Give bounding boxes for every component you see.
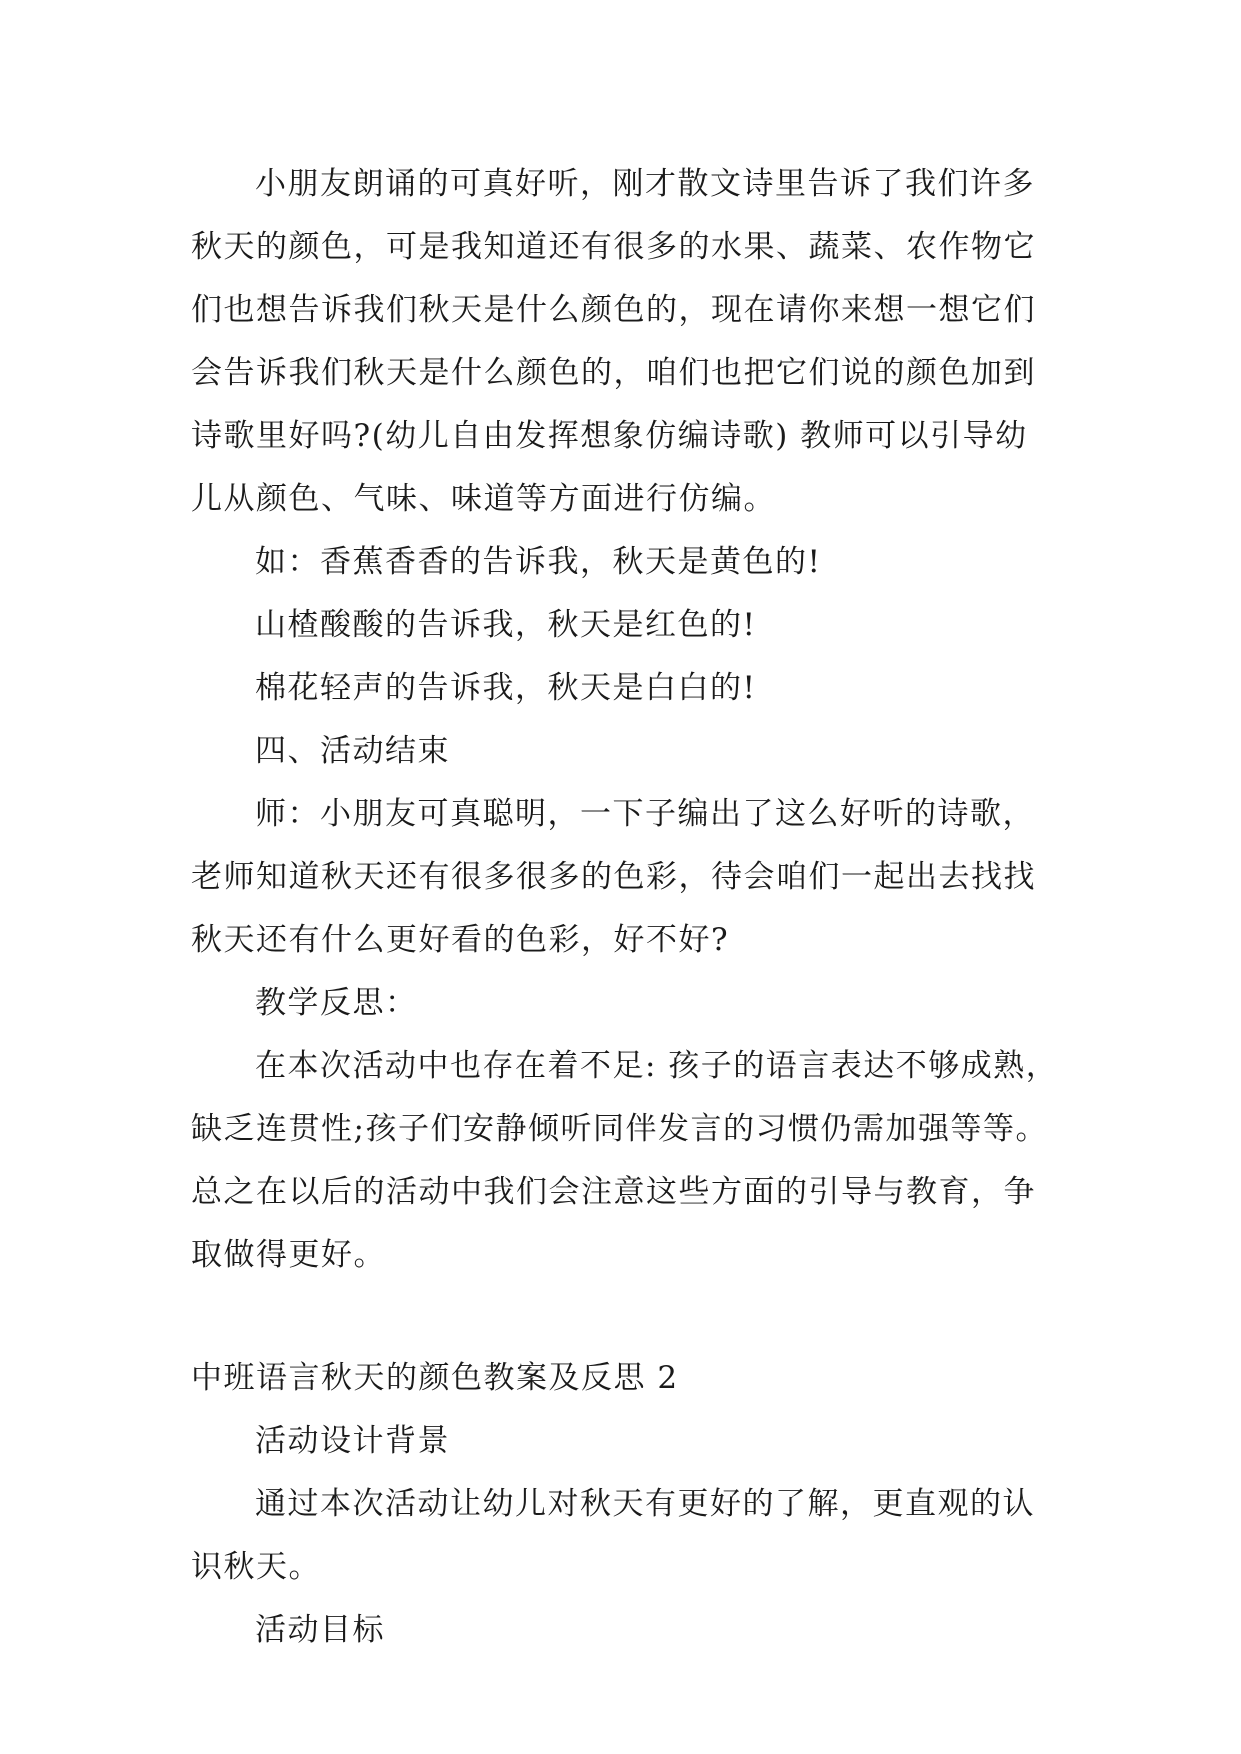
example-cotton: 棉花轻声的告诉我，秋天是白白的! — [255, 670, 757, 706]
text-line: 儿从颜色、气味、味道等方面进行仿编。 — [191, 481, 776, 517]
paragraph-reflection — [191, 1035, 1071, 1287]
document-page — [191, 153, 1071, 1662]
section-title: 中班语言秋天的颜色教案及反思 2 — [191, 1360, 679, 1396]
background-heading: 活动设计背景 — [255, 1423, 450, 1459]
text-line: 诗歌里好吗?(幼儿自由发挥想象仿编诗歌) 教师可以引导幼 — [191, 418, 1028, 454]
paragraph-intro — [191, 153, 1071, 531]
paragraph-teacher — [191, 783, 1071, 972]
text-line: 们也想告诉我们秋天是什么颜色的，现在请你来想一想它们 — [191, 292, 1036, 328]
step-four-heading: 四、活动结束 — [255, 733, 450, 769]
section-gap — [191, 1287, 1071, 1347]
text-line: 在本次活动中也存在着不足: 孩子的语言表达不够成熟， — [255, 1048, 1059, 1084]
goal-heading: 活动目标 — [255, 1612, 385, 1648]
text-line: 缺乏连贯性;孩子们安静倾听同伴发言的习惯仍需加强等等。 — [191, 1111, 1048, 1147]
paragraph-background — [191, 1473, 1071, 1599]
reflection-heading: 教学反思： — [255, 985, 418, 1021]
text-line: 会告诉我们秋天是什么颜色的，咱们也把它们说的颜色加到 — [191, 355, 1036, 391]
text-line: 通过本次活动让幼儿对秋天有更好的了解，更直观的认 — [255, 1486, 1035, 1522]
text-line: 总之在以后的活动中我们会注意这些方面的引导与教育，争 — [191, 1174, 1036, 1210]
text-line: 秋天还有什么更好看的色彩，好不好? — [191, 922, 730, 958]
text-line: 师：小朋友可真聪明，一下子编出了这么好听的诗歌， — [255, 796, 1035, 832]
text-line: 老师知道秋天还有很多很多的色彩，待会咱们一起出去找找 — [191, 859, 1036, 895]
text-line: 秋天的颜色，可是我知道还有很多的水果、蔬菜、农作物它 — [191, 229, 1036, 265]
text-line: 取做得更好。 — [191, 1237, 386, 1273]
example-banana: 如：香蕉香香的告诉我，秋天是黄色的! — [255, 544, 822, 580]
text-line: 识秋天。 — [191, 1549, 321, 1585]
example-hawthorn: 山楂酸酸的告诉我，秋天是红色的! — [255, 607, 757, 643]
text-line: 小朋友朗诵的可真好听，刚才散文诗里告诉了我们许多 — [255, 166, 1035, 202]
